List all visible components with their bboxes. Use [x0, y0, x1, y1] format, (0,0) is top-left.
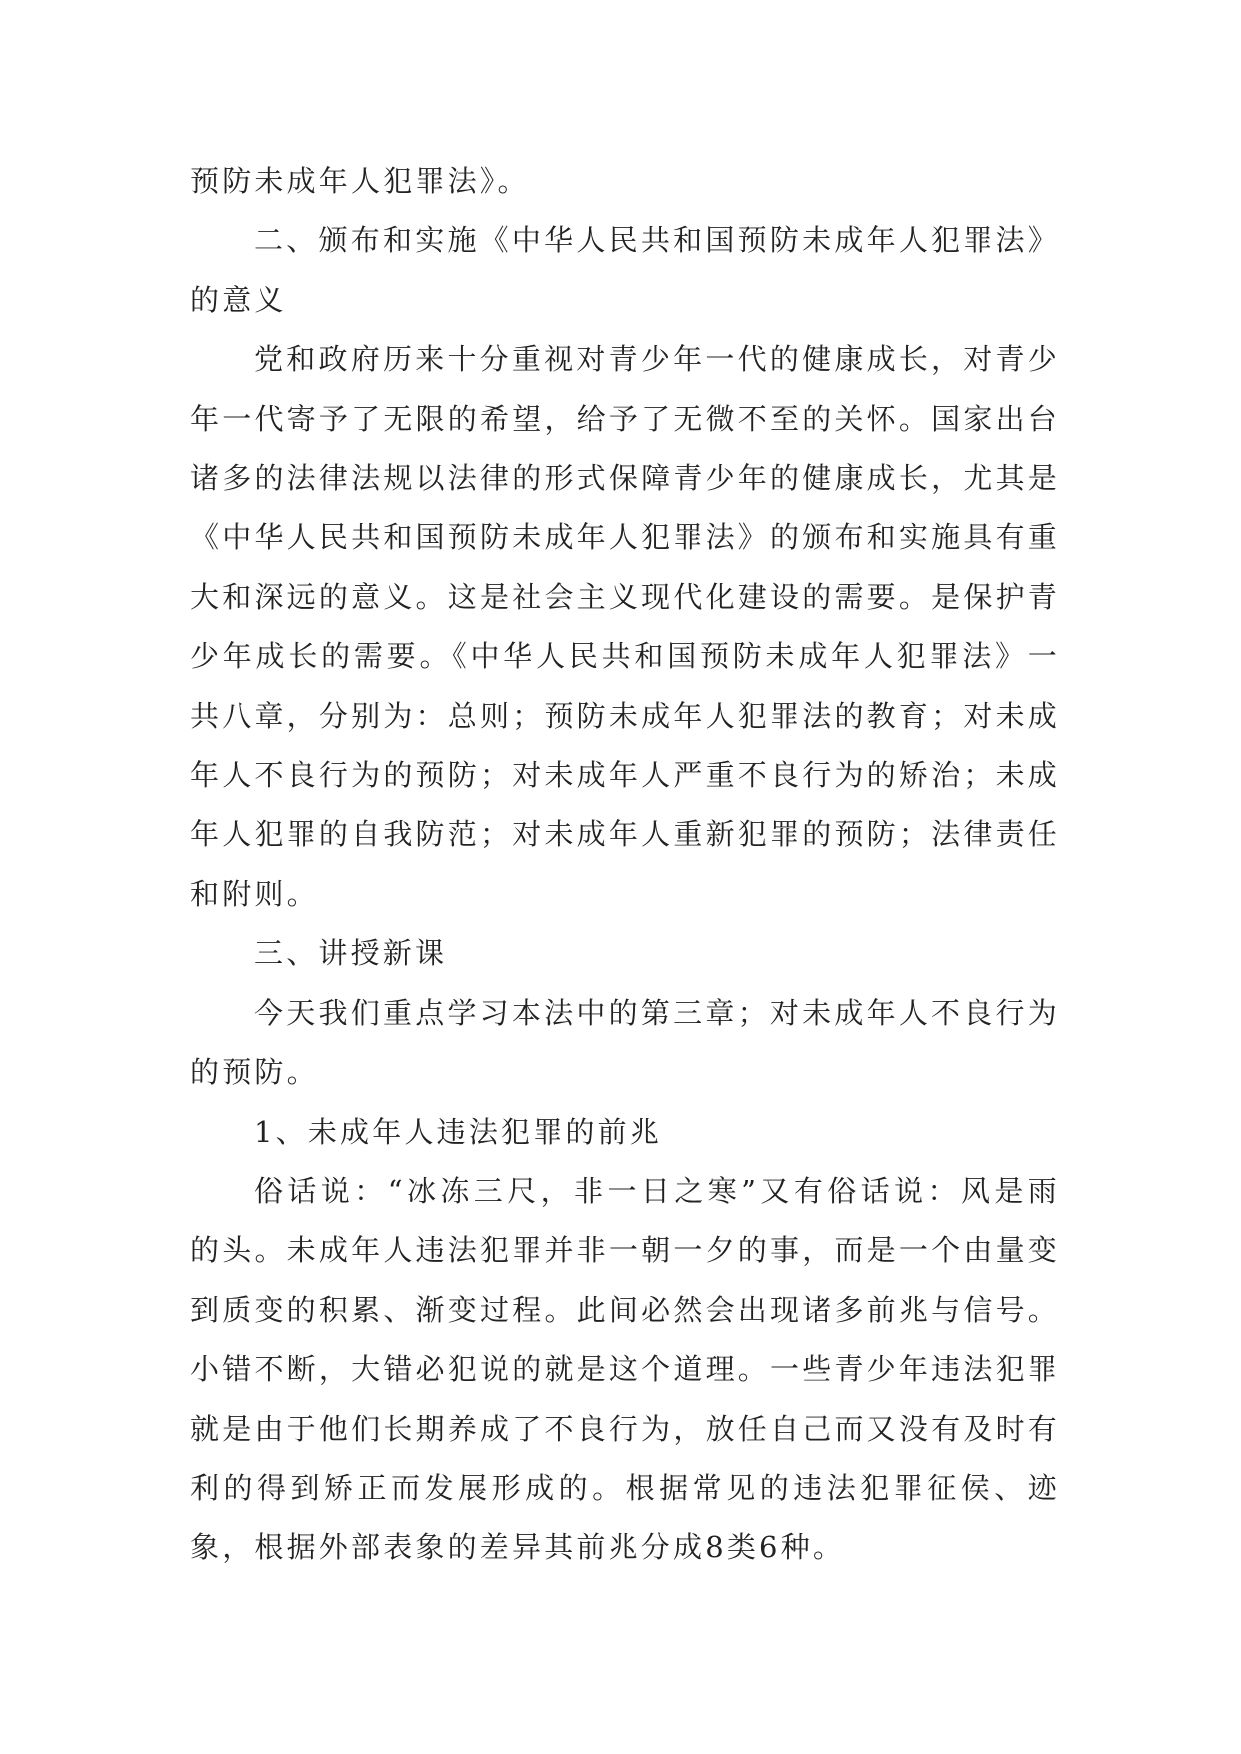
subheading-one: 1、未成年人违法犯罪的前兆: [254, 1114, 663, 1149]
section-heading-two: 二、颁布和实施《中华人民共和国预防未成年人犯罪法》的意义: [190, 223, 1060, 317]
document-body: [190, 152, 1060, 1578]
paragraph-continuation: 预防未成年人犯罪法》。: [190, 164, 530, 198]
paragraph-significance: 党和政府历来十分重视对青少年一代的健康成长，对青少年一代寄予了无限的希望，给予了无微不至的关怀。国家出台诸多的法律法规以法律的形式保障青少年的健康成长，尤其是《中华人民共和国预防未成年人犯罪法》的颁布和实施具有重大和深远的意义。这是社会主义现代化建设的需要。是保护青少年成长的需要。《中华人民共和国预防未成年人犯罪法》一共八章，分别为：总则；预防未成年人犯罪法的教育；对未成年人不良行为的预防；对未成年人严重不良行为的矫治；未成年人犯罪的自我防范；对未成年人重新犯罪的预防；法律责任和附则。: [190, 342, 1060, 911]
paragraph-chapter-three: 今天我们重点学习本法中的第三章；对未成年人不良行为的预防。: [190, 995, 1060, 1090]
section-heading-three: 三、讲授新课: [254, 936, 448, 971]
paragraph-precursors: 俗话说：“冰冻三尺，非一日之寒”又有俗话说：风是雨的头。未成年人违法犯罪并非一朝一夕的事，而是一个由量变到质变的积累、渐变过程。此间必然会出现诸多前兆与信号。小错不断，大错必犯说的就是这个道理。一些青少年违法犯罪就是由于他们长期养成了不良行为，放任自己而又没有及时有利的得到矫正而发展形成的。根据常见的违法犯罪征侯、迹象，根据外部表象的差异其前兆分成8类6种。: [190, 1173, 1060, 1565]
